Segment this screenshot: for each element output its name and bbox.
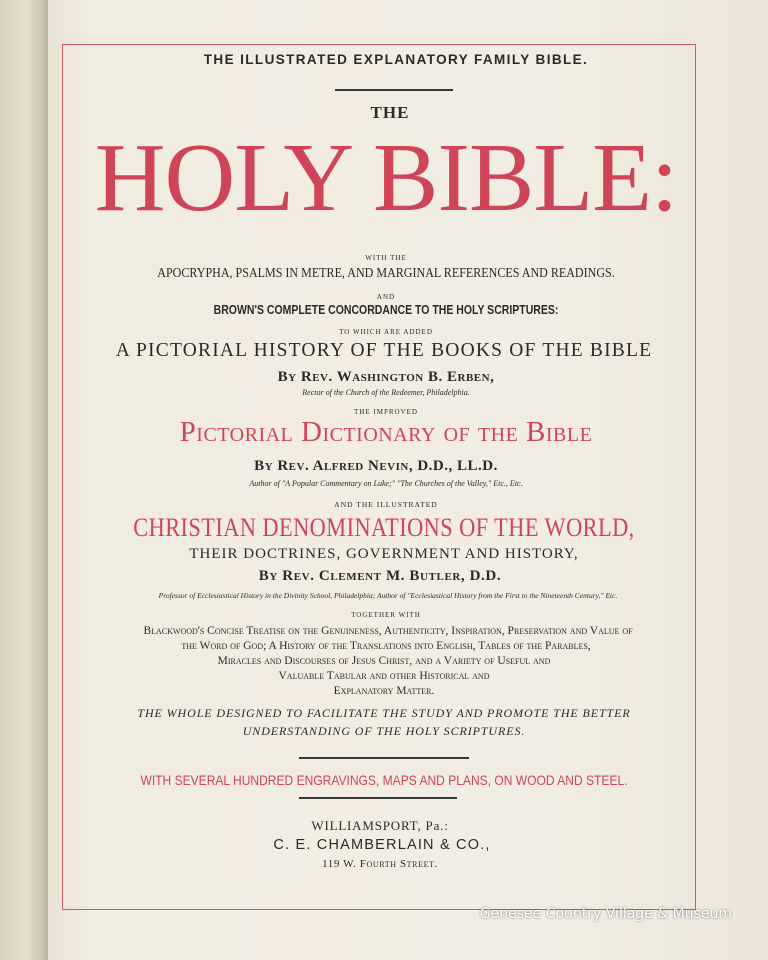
apocrypha-line: APOCRYPHA, PSALMS IN METRE, AND MARGINAL REFERENCES AND READINGS. [157, 266, 615, 281]
and-1: AND [376, 293, 396, 301]
butler-note: Professor of Ecclesiastical History in the Divinity School, Philadelphia; Author of "Ecclesiastical History from the First to the Nineteenth Century," Etc. [158, 591, 618, 600]
concordance-line: BROWN'S COMPLETE CONCORDANCE TO THE HOLY SCRIPTURES: [213, 303, 559, 317]
together-with: TOGETHER WITH [351, 611, 421, 619]
series-title: THE ILLUSTRATED EXPLANATORY FAMILY BIBLE. [203, 52, 589, 67]
designed-line-2: UNDERSTANDING OF THE HOLY SCRIPTURES. [242, 724, 526, 738]
treatise-line-2: the Word of God; A History of the Translations into English, Tables of the Parables, [181, 640, 591, 652]
designed-line-1: THE WHOLE DESIGNED TO FACILITATE THE STUDY AND PROMOTE THE BETTER [137, 706, 631, 720]
main-title: HOLY BIBLE: [94, 124, 678, 232]
and-illustrated: AND THE ILLUSTRATED [334, 500, 438, 509]
pictorial-history: A PICTORIAL HISTORY OF THE BOOKS OF THE BIBLE [115, 340, 653, 361]
butler-author: By Rev. Clement M. Butler, D.D. [258, 568, 502, 584]
publication-place: WILLIAMSPORT, Pa.: [311, 818, 449, 833]
museum-watermark: Genesee Country Village & Museum [479, 906, 732, 922]
rule-lower [299, 797, 457, 799]
treatise-line-4: Valuable Tabular and other Historical and [278, 670, 490, 682]
treatise-line-5: Explanatory Matter. [333, 685, 435, 697]
publisher-address: 119 W. Fourth Street. [322, 858, 438, 870]
denominations-title: CHRISTIAN DENOMINATIONS OF THE WORLD, [133, 513, 635, 542]
nevin-author: By Rev. Alfred Nevin, D.D., LL.D. [254, 458, 498, 474]
engravings-line: WITH SEVERAL HUNDRED ENGRAVINGS, MAPS AND PLANS, ON WOOD AND STEEL. [140, 772, 628, 788]
doctrines-line: THEIR DOCTRINES, GOVERNMENT AND HISTORY, [189, 546, 579, 562]
treatise-line-1: Blackwood's Concise Treatise on the Genuineness, Authenticity, Inspiration, Preservation and Value of [143, 625, 633, 637]
the-label: THE [370, 103, 410, 122]
erben-author: By Rev. Washington B. Erben, [277, 369, 495, 385]
the-improved: THE IMPROVED [354, 408, 418, 416]
nevin-note: Author of "A Popular Commentary on Luke;" "The Churches of the Valley," Etc., Etc. [249, 479, 523, 488]
erben-note: Rector of the Church of the Redeemer, Philadelphia. [302, 388, 470, 397]
publisher-name: C. E. CHAMBERLAIN & CO., [273, 837, 491, 853]
dictionary-title: Pictorial Dictionary of the Bible [179, 416, 593, 448]
treatise-line-3: Miracles and Discourses of Jesus Christ, and a Variety of Useful and [217, 655, 551, 667]
to-which: TO WHICH ARE ADDED [339, 328, 433, 336]
rule-top [335, 89, 453, 91]
rule-middle [299, 757, 469, 759]
with-the: WITH THE [365, 254, 407, 262]
